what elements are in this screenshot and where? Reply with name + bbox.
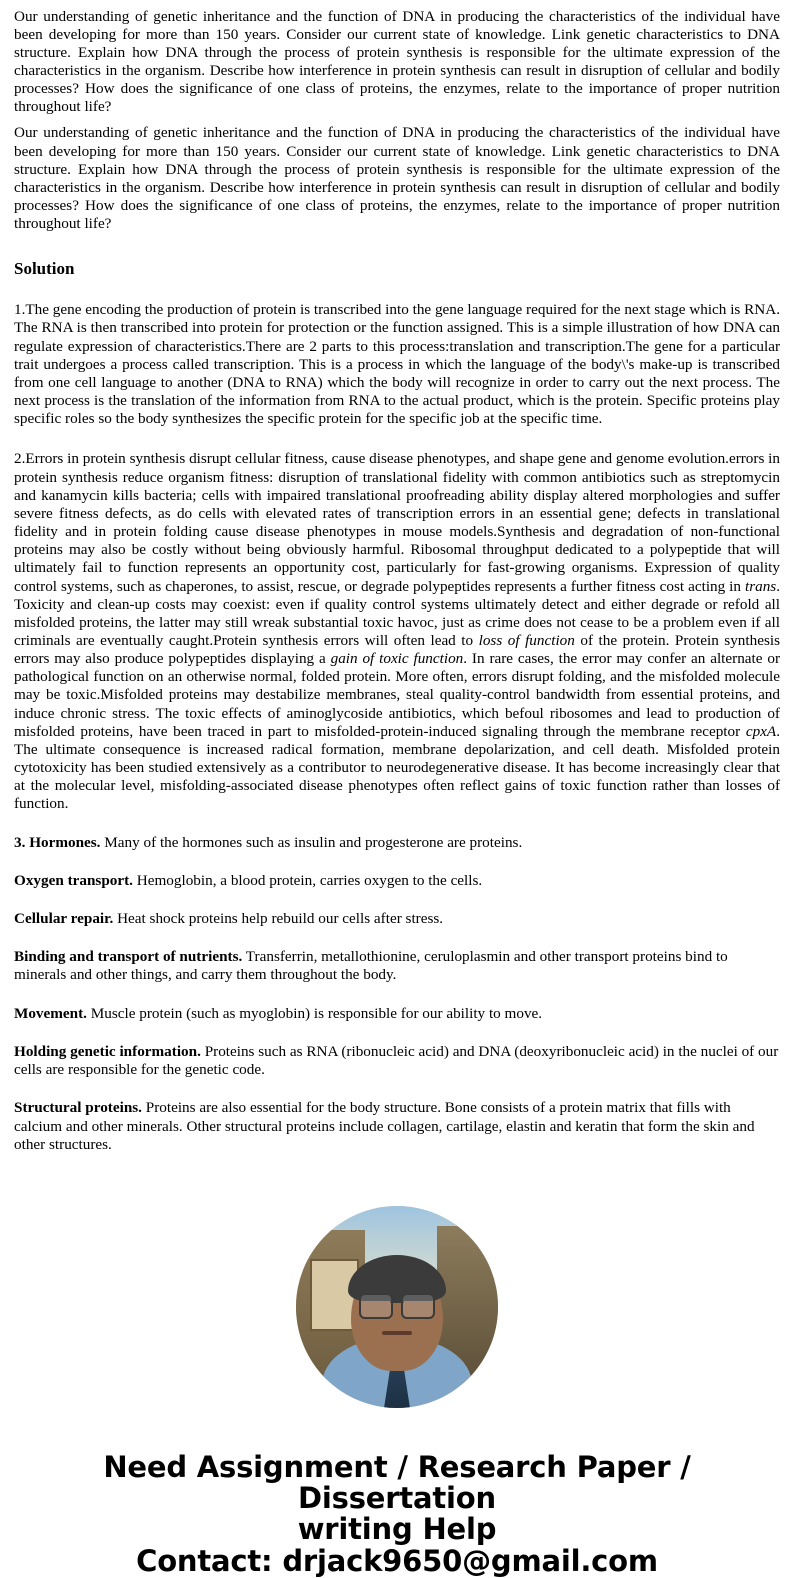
list-item-text: Transferrin, metallothionine, ceruloplasmin and other transport proteins bind to minerals and other things, and carry them throughout the body. — [14, 948, 728, 984]
list-item-text: Hemoglobin, a blood protein, carries oxygen to the cells. — [132, 871, 483, 889]
footer-line-2: writing Help — [297, 1511, 497, 1546]
list-item-number: 3. — [14, 833, 30, 851]
para2-italic-gain-of-toxic-function: gain of toxic function — [330, 650, 464, 668]
list-item — [14, 1099, 780, 1154]
para2-part-a: 2.Errors in protein synthesis disrupt cellular fitness, cause disease phenotypes, and shape gene and genome evolution.errors in protein synthesis reduce organism fitness: disruption of translational fidelity with common antibiotics such as streptomycin and kanamycin kills bacteria; cells with impaired translational proofreading ability display altered morphologies and suffer severe fitness defects, as do cells with elevated rates of transcription errors in an essential gene; defects in translational fidelity and in protein folding cause disease phenotypes in mouse models.Synthesis and degradation of non-functional proteins may also be costly without being obviously harmful. Ribosomal throughput dedicated to a polypeptide that will ultimately fail to function represents an opportunity cost, particularly for fast-growing organisms. Expression of quality control systems, such as chaperones, to assist, rescue, or degrade polypeptides represents a further fitness cost acting in — [14, 450, 780, 595]
list-item-text: Many of the hormones such as insulin and progesterone are proteins. — [100, 833, 523, 851]
list-item-text: Proteins such as RNA (ribonucleic acid) and DNA (deoxyribonucleic acid) in the nuclei of our cells are responsible for the genetic code. — [14, 1042, 779, 1079]
list-item-label: Oxygen transport. — [14, 871, 133, 889]
list-item-label: Movement. — [14, 1004, 87, 1022]
para2-part-d: . In rare cases, the error may confer an alternate or pathological function on an otherwise normal, folded protein. More often, errors disrupt folding, and the misfolded molecule may be toxic.Misfolded proteins may destabilize membranes, steal quality-control bandwidth from essential proteins, and induce chronic stress. The toxic effects of aminoglycoside antibiotics, which befoul ribosomes and lead to production of misfolded proteins, have been traced in part to misfolded-protein-induced signaling through the membrane receptor — [14, 650, 781, 740]
para2-italic-cpxa: cpxA — [745, 722, 777, 740]
list-item — [14, 834, 780, 852]
avatar-glasses-left — [359, 1293, 393, 1319]
list-item — [14, 872, 780, 890]
avatar-container — [14, 1206, 780, 1408]
list-item-label: Cellular repair. — [14, 910, 114, 928]
list-item-label: Holding genetic information. — [14, 1042, 201, 1060]
avatar-mouth — [382, 1331, 412, 1335]
question-text-repeat: Our understanding of genetic inheritance and the function of DNA in producing the characteristics of the individual have been developing for more than 150 years. Consider our current state of knowledge. Link genetic characteristics to DNA structure. Explain how DNA through the process of protein synthesis is responsible for the ultimate expression of the characteristics in the organism. Describe how interference in protein synthesis can result in disruption of cellular and bodily processes? How does the significance of one class of proteins, the enzymes, relate to the importance of proper nutrition throughout life? — [14, 124, 780, 232]
avatar-glasses-right — [401, 1293, 435, 1319]
para2-italic-trans: trans — [744, 577, 777, 595]
list-item — [14, 1043, 780, 1079]
list-item — [14, 1005, 780, 1023]
solution-paragraph-1: 1.The gene encoding the production of protein is transcribed into the gene language required for the next stage which is RNA. The RNA is then transcribed into protein for protection or the function assigned. This is a simple illustration of how DNA can regulate expression of characteristics.There are 2 parts to this process:translation and transcription.The gene for a particular trait undergoes a process called transcription. This is a process in which the language of the body\'s make-up is transcribed from one cell language to another (DNA to RNA) which the body will recognize in order to carry out the next process. The next process is the translation of the information from RNA to the actual product, which is the protein. Specific proteins play specific roles so the body synthesizes the specific protein for the specific job at the specific time. — [14, 301, 780, 428]
list-item-text: Muscle protein (such as myoglobin) is responsible for our ability to move. — [86, 1004, 543, 1022]
solution-heading: Solution — [14, 258, 75, 278]
footer-contact: Contact: drjack9650@gmail.com — [136, 1544, 658, 1578]
solution-paragraph-2 — [14, 450, 780, 813]
list-item — [14, 948, 780, 984]
para2-italic-loss-of-function: loss of function — [478, 631, 575, 649]
footer-banner — [14, 1452, 780, 1577]
list-item-text: Heat shock proteins help rebuild our cells after stress. — [113, 910, 444, 928]
question-text-first: Our understanding of genetic inheritance and the function of DNA in producing the characteristics of the individual have been developing for more than 150 years. Consider our current state of knowledge. Link genetic characteristics to DNA structure. Explain how DNA through the process of protein synthesis is responsible for the ultimate expression of the characteristics in the organism. Describe how interference in protein synthesis can result in disruption of cellular and bodily processes? How does the significance of one class of proteins, the enzymes, relate to the importance of proper nutrition throughout life? — [14, 8, 780, 116]
list-item — [14, 910, 780, 928]
list-item-label: Binding and transport of nutrients. — [14, 948, 243, 966]
avatar-glasses-bridge — [391, 1301, 404, 1303]
list-item-label: Hormones. — [29, 833, 101, 851]
para2-part-e: . The ultimate consequence is increased radical formation, membrane depolarization, and cell death. Misfolded protein cytotoxicity has been studied extensively as a contributor to neurodegenerative disease. It has become increasingly clear that at the molecular level, misfolding-associated disease phenotypes often reflect gains of toxic function rather than losses of function. — [14, 722, 780, 813]
avatar — [296, 1206, 498, 1408]
para2-part-b: . Toxicity and clean-up costs may coexist: even if quality control systems ultimately detect and either degrade or refold all misfolded proteins, the latter may still wreak substantial toxic havoc, just as crime does not cease to be a problem even if all criminals are eventually caught.Protein synthesis errors will often lead to — [14, 577, 780, 649]
list-item-text: Proteins are also essential for the body structure. Bone consists of a protein matrix that fills with calcium and other minerals. Other structural proteins include collagen, cartilage, elastin and keratin that form the skin and other structures. — [14, 1099, 755, 1153]
list-item-label: Structural proteins. — [14, 1099, 142, 1117]
para2-part-c: of the protein. Protein synthesis errors may also produce polypeptides displaying a — [14, 631, 780, 668]
footer-line-1: Need Assignment / Research Paper / Dissertation — [103, 1450, 691, 1515]
